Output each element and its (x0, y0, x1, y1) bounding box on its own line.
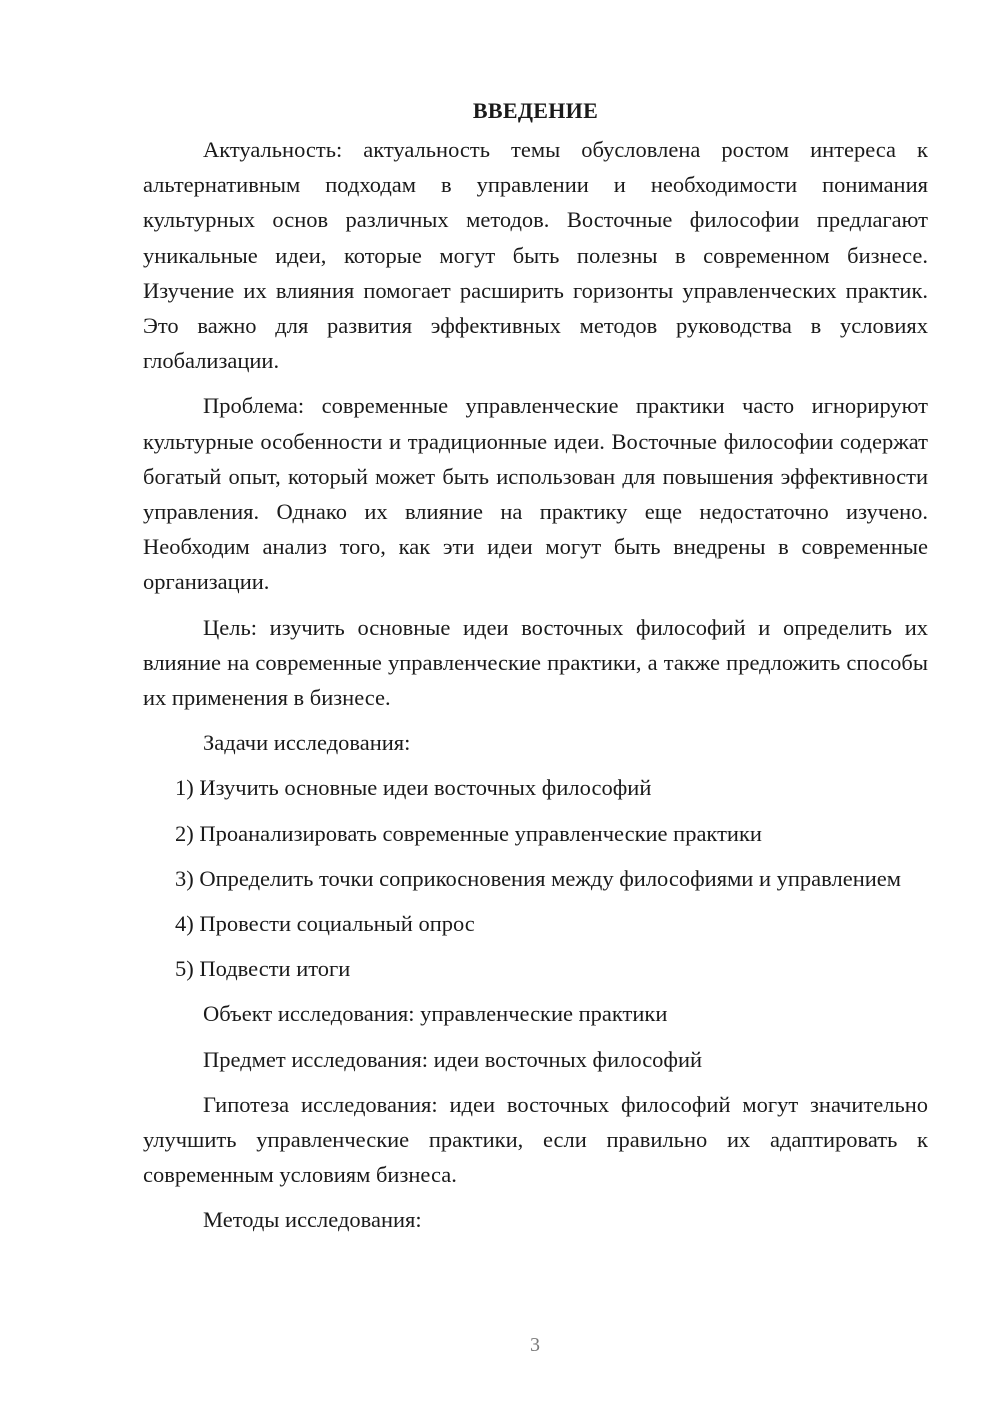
problem-paragraph: Проблема: современные управленческие практики часто игнорируют культурные особенности и традиционные идеи. Восточные философии содержат богатый опыт, который может быть использован для повышения эффективности управления. Однако их влияние на практику еще недостаточно изучено. Необходим анализ того, как эти идеи могут быть внедрены в современные организации. (143, 393, 928, 595)
hypothesis-paragraph: Гипотеза исследования: идеи восточных философий могут значительно улучшить управленческие практики, если правильно их адаптировать к современным условиям бизнеса. (143, 1091, 928, 1188)
methods-heading: Методы исследования: (203, 1207, 422, 1233)
list-item: 3) Определить точки соприкосновения между философиями и управлением (175, 865, 902, 891)
goal-paragraph: Цель: изучить основные идеи восточных философий и определить их влияние на современные управленческие практики, а также предложить способы их применения в бизнесе. (143, 614, 928, 711)
section-title: ВВЕДЕНИЕ (472, 98, 599, 123)
subject-paragraph: Предмет исследования: идеи восточных философий (203, 1046, 703, 1072)
tasks-heading: Задачи исследования: (203, 730, 411, 756)
relevance-paragraph: Актуальность: актуальность темы обусловлена ростом интереса к альтернативным подходам в управлении и необходимости понимания культурных основ различных методов. Восточные философии предлагают уникальные идеи, которые могут быть полезны в современном бизнесе. Изучение их влияния помогает расширить горизонты управленческих практик. Это важно для развития эффективных методов руководства в условиях глобализации. (143, 137, 928, 374)
list-item: 5) Подвести итоги (175, 956, 351, 982)
page-number: 3 (530, 1334, 540, 1356)
object-paragraph: Объект исследования: управленческие практики (203, 1001, 668, 1027)
list-item: 2) Проанализировать современные управленческие практики (175, 820, 762, 846)
list-item: 1) Изучить основные идеи восточных философий (175, 775, 652, 801)
document-page (143, 93, 928, 1238)
list-item: 4) Провести социальный опрос (175, 911, 475, 937)
tasks-list (143, 770, 928, 986)
